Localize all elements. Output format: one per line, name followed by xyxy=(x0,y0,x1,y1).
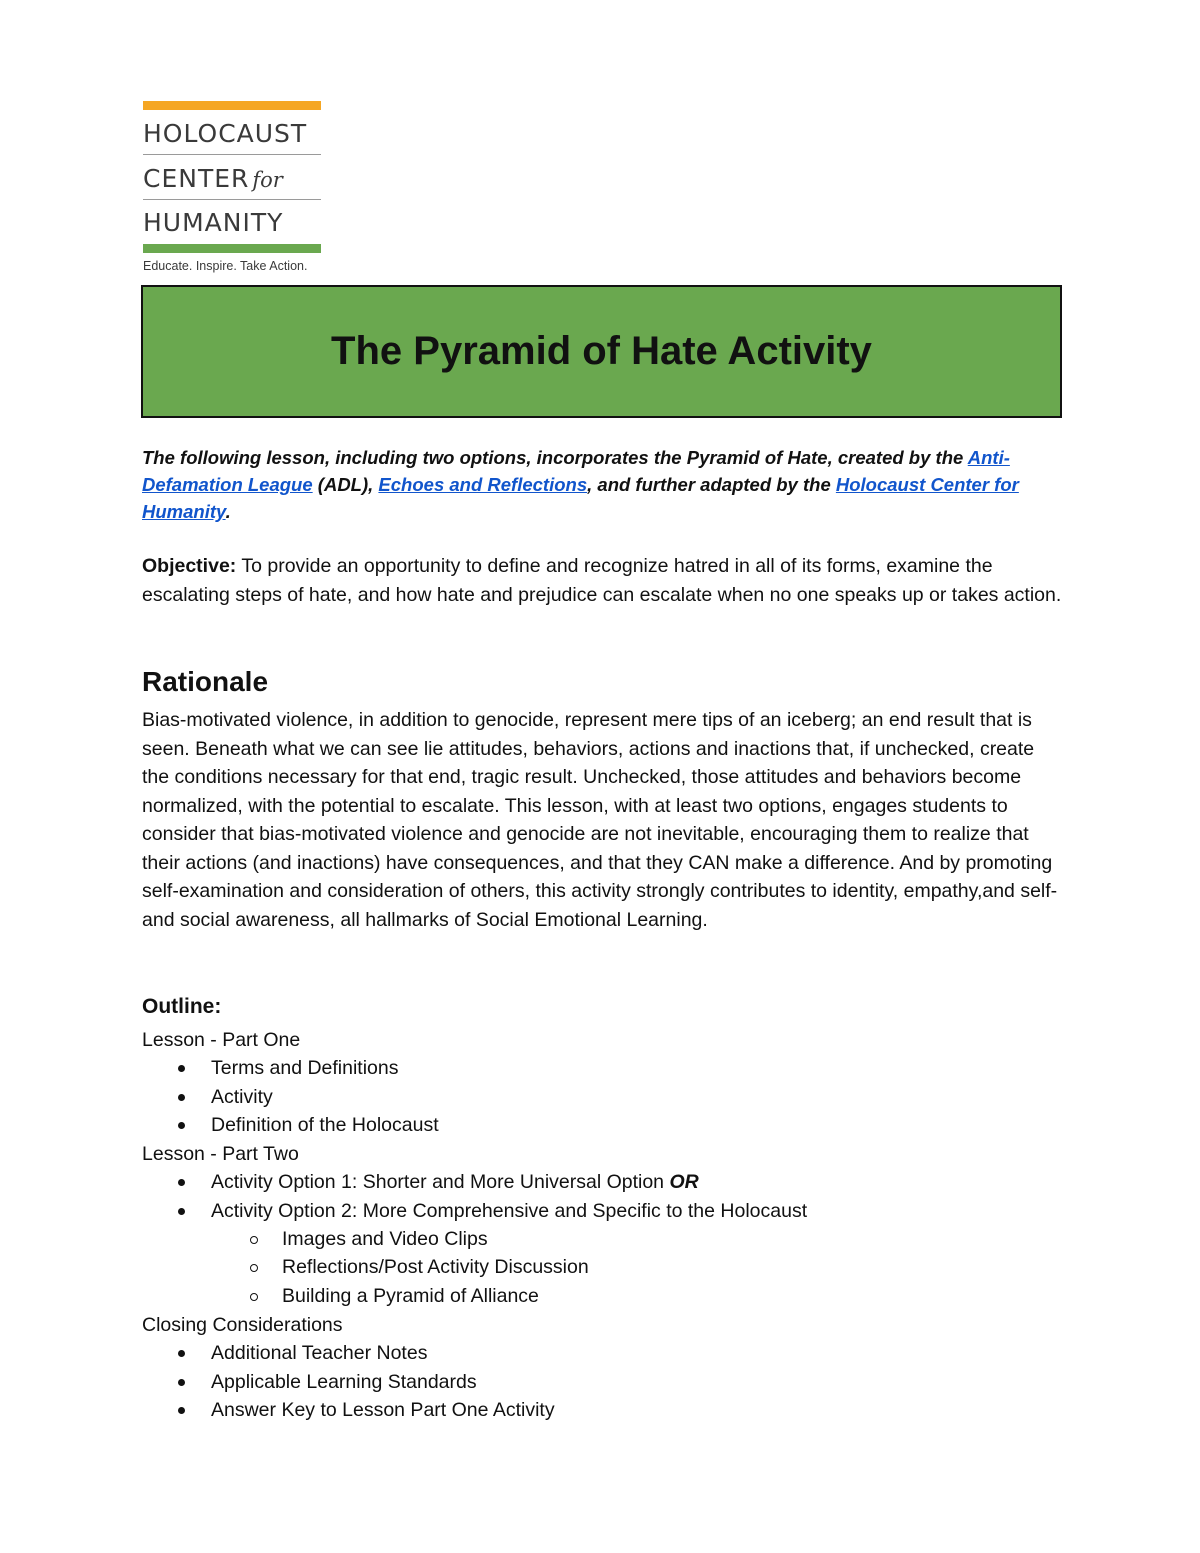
bullet-icon xyxy=(178,1208,185,1215)
circle-bullet-icon xyxy=(250,1293,258,1301)
objective-paragraph xyxy=(142,552,1062,609)
list-item: Definition of the Holocaust xyxy=(211,1114,439,1136)
bullet-icon xyxy=(178,1065,185,1072)
bullet-icon xyxy=(178,1350,185,1357)
outline-closing-title: Closing Considerations xyxy=(142,1314,343,1336)
circle-bullet-icon xyxy=(250,1236,258,1244)
intro-text: , and further adapted by the xyxy=(587,474,836,495)
logo-word-center: CENTER xyxy=(143,164,250,193)
logo-divider xyxy=(143,199,321,200)
list-item xyxy=(211,1168,699,1197)
adl-link[interactable]: Anti-Defamation League xyxy=(142,447,1010,495)
sub-list-item: Images and Video Clips xyxy=(282,1228,488,1250)
logo-line-holocaust: HOLOCAUST xyxy=(143,119,308,148)
page-title: The Pyramid of Hate Activity xyxy=(331,329,872,373)
list-item: Activity Option 2: More Comprehensive and Specific to the Holocaust xyxy=(211,1200,808,1222)
rationale-paragraph: Bias-motivated violence, in addition to genocide, represent mere tips of an iceberg; an end result that is seen. Beneath what we can see lie attitudes, behaviors, actions and inactions that, if unchecked, create the conditions necessary for that end, tragic result. Unchecked, those attitudes and behaviors become normalized, with the potential to escalate. This lesson, with at least two options, engages students to consider that bias-motivated violence and genocide are not inevitable, encouraging them to realize that their actions (and inactions) have consequences, and that they CAN make a difference. And by promoting self-examination and consideration of others, this activity strongly contributes to identity, empathy,and self- and social awareness, all hallmarks of Social Emotional Learning. xyxy=(142,709,1058,931)
or-emphasis: OR xyxy=(669,1171,699,1193)
outline-part-one-title: Lesson - Part One xyxy=(142,1029,301,1051)
outline-heading: Outline: xyxy=(142,995,222,1018)
list-item-text: Activity Option 1: Shorter and More Universal Option xyxy=(211,1171,670,1193)
sub-list-item: Building a Pyramid of Alliance xyxy=(282,1285,539,1307)
logo-divider xyxy=(143,154,321,155)
objective-label: Objective: xyxy=(142,555,237,577)
circle-bullet-icon xyxy=(250,1264,258,1272)
bullet-icon xyxy=(178,1407,185,1414)
logo-tagline: Educate. Inspire. Take Action. xyxy=(143,259,308,273)
objective-text: To provide an opportunity to define and recognize hatred in all of its forms, examine the escalating steps of hate, and how hate and prejudice can escalate when no one speaks up or takes action. xyxy=(142,555,1062,606)
rationale-heading: Rationale xyxy=(142,666,269,697)
title-banner xyxy=(141,285,1062,418)
sub-list-item: Reflections/Post Activity Discussion xyxy=(282,1256,589,1278)
holocaust-center-link[interactable]: Holocaust Center for Humanity xyxy=(142,474,1019,522)
list-item: Applicable Learning Standards xyxy=(211,1371,477,1393)
echoes-and-reflections-link[interactable]: Echoes and Reflections xyxy=(378,474,588,495)
list-item: Answer Key to Lesson Part One Activity xyxy=(211,1399,555,1421)
intro-text: (ADL), xyxy=(312,474,379,495)
list-item: Activity xyxy=(211,1086,273,1108)
logo-orange-bar xyxy=(143,101,321,110)
logo-green-bar xyxy=(143,244,321,253)
logo-word-for: for xyxy=(252,168,283,192)
logo-line-humanity: HUMANITY xyxy=(143,208,284,237)
list-item: Additional Teacher Notes xyxy=(211,1342,428,1364)
bullet-icon xyxy=(178,1379,185,1386)
outline-part-two-title: Lesson - Part Two xyxy=(142,1143,299,1165)
intro-text: . xyxy=(225,501,231,522)
organization-logo xyxy=(143,101,321,279)
list-item: Terms and Definitions xyxy=(211,1057,399,1079)
intro-paragraph xyxy=(142,444,1062,525)
bullet-icon xyxy=(178,1094,185,1101)
bullet-icon xyxy=(178,1122,185,1129)
logo-line-center xyxy=(143,165,283,194)
bullet-icon xyxy=(178,1179,185,1186)
intro-text: The following lesson, including two options, incorporates the Pyramid of Hate, created by the xyxy=(142,447,968,468)
